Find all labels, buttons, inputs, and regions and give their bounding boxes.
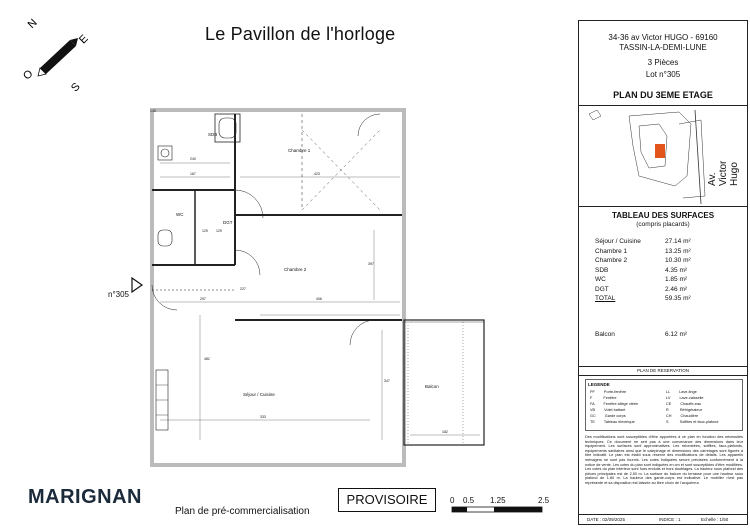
dim-label: 129 [202, 229, 208, 233]
balcony-row: Balcon 6.12 m² [595, 331, 688, 338]
legend-item: LV Lave-vaisselle [666, 396, 704, 400]
scale-tick: 2.5 [538, 496, 550, 505]
room-wc: WC [176, 212, 184, 217]
dim-label: 333 [260, 415, 266, 419]
dim-label: 167 [190, 172, 196, 176]
compass-s: S [69, 80, 83, 95]
surface-row: Chambre 2 10.30 m² [595, 257, 691, 264]
room-chambre2: Chambre 2 [284, 267, 307, 272]
dim-label: 423 [314, 172, 320, 176]
dim-label: 406 [316, 297, 322, 301]
legend: LEGENDE PF Porte-fenêtre F Fenêtre FA Fenêtre allège vitrée VB Volet battant GC Garde corps TE Tableau électrique LL Lave-linge LV Lave-vaisselle CE Chauffe-eau R Réfrigérateur CH Chaudière S Soffites et faux-plafond [585, 379, 743, 431]
floor-plan [120, 100, 560, 500]
dim-label: 347 [384, 379, 390, 383]
legend-item: S Soffites et faux-plafond [666, 420, 719, 424]
street-label: Av. Victor Hugo [707, 160, 740, 186]
surface-total-row: TOTAL 59.35 m² [595, 295, 691, 302]
dim-label: 140 [150, 109, 156, 113]
scale-tick: 1.25 [490, 496, 506, 505]
surface-row: WC 1.85 m² [595, 276, 688, 283]
surfaces-table [595, 237, 735, 304]
scale-bar [446, 493, 556, 521]
legend-item: PF Porte-fenêtre [590, 390, 627, 394]
dim-label: 227 [240, 287, 246, 291]
surface-row: DGT 2.46 m² [595, 285, 688, 293]
entry-label: n°305 [108, 290, 129, 299]
legend-item: VB Volet battant [590, 408, 626, 412]
legend-item: GC Garde corps [590, 414, 626, 418]
dim-label: 240 [190, 157, 196, 161]
legend-item: CE Chauffe-eau [666, 402, 702, 406]
dim-label: 397 [368, 262, 374, 266]
surface-row: Chambre 1 13.25 m² [595, 247, 691, 255]
plan-level: PLAN DU 3EME ETAGE [613, 90, 713, 100]
compass-e: E [77, 32, 91, 47]
legend-item: CH Chaudière [666, 414, 699, 418]
status-badge: PROVISOIRE [338, 488, 436, 512]
legend-item: R Réfrigérateur [666, 408, 702, 412]
disclaimer-notes: Des modifications sont susceptibles d'être apportées à ce plan en fonction des nécessités techniques. Ce document ne sert pas à une convenance des dimensions dans leur équipement. Les surfaces sont approximatives. Les retombées, soffites, faux-plafonds, équipements sanitaires ainsi que le calepinage et dimensions des carrelages sont figurés à titre indicatif. Le plan est établi sous réserve des modifications de détails. Les appareils ménagers ne sont pas fournis. Les cotes indiquées seront précisées conformément à la notice de vente. Les cotes du plan sont indiquées en cm et sont susceptibles d'être modifiées. Les cotes du plan intérieur sont hors enduits et hors doublages. La hauteur sous plafond des pièces principales est de 2.50 m. La surface du balcon du terrasse pour une hauteur sous plafond de 1.80 m. La hauteur des garde-corps est indicative. Le mobilier n'est pas représenté et sa disposition est laissée au libre choix de l'acquéreur. [585, 435, 743, 485]
room-sdb: SDB [208, 132, 218, 137]
compass-o: O [21, 67, 36, 83]
subtitle: Plan de pré-commercialisation [175, 506, 310, 517]
dim-label: 182 [442, 430, 448, 434]
reservation-label: PLAN DE RESERVATION [579, 366, 747, 376]
info-panel [578, 20, 748, 525]
address: 34-36 av Victor HUGO - 69160 TASSIN-LA-DEMI-LUNE [608, 33, 718, 52]
compass-icon [18, 16, 100, 98]
panel-footer: DATE : 02/09/2025 INDICE : 1 Echelle : 1/50 [579, 514, 747, 524]
surfaces-title: TABLEAU DES SURFACES [611, 211, 715, 220]
legend-item: FA Fenêtre allège vitrée [590, 402, 639, 406]
dim-label: 129 [216, 229, 222, 233]
room-sejour: Séjour / Cuisine [243, 392, 275, 397]
lot-info: 3 Pièces Lot n°305 [645, 58, 681, 79]
dim-label: 482 [204, 357, 210, 361]
surfaces-subtitle: (compris placards) [636, 221, 690, 228]
legend-item: LL Lave-linge [666, 390, 697, 394]
brand-logo: MARIGNAN [28, 486, 142, 508]
room-balcon: Balcon [425, 384, 439, 389]
dim-label: 297 [200, 297, 206, 301]
room-chambre1: Chambre 1 [288, 148, 311, 153]
surface-row: SDB 4.35 m² [595, 266, 688, 274]
legend-item: TE Tableau électrique [590, 420, 635, 424]
scale-tick: 0.5 [463, 496, 475, 505]
scale-tick: 0 [450, 496, 455, 505]
site-map [579, 105, 747, 207]
page-title: Le Pavillon de l'horloge [205, 24, 396, 44]
surface-row: Séjour / Cuisine 27.14 m² [595, 238, 691, 245]
compass-n: N [25, 16, 40, 31]
room-dgt: DGT [223, 220, 233, 225]
legend-item: F Fenêtre [590, 396, 617, 400]
